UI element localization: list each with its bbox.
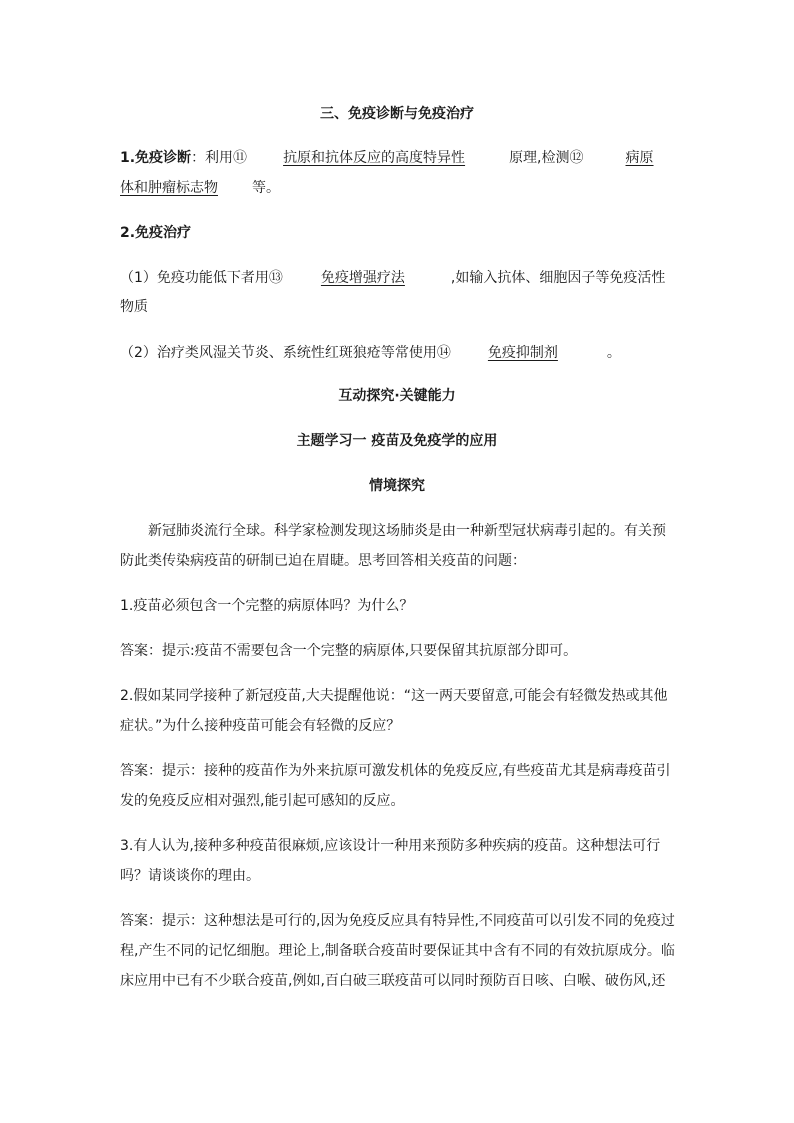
answer-2-line2: 发的免疫反应相对强烈,能引起可感知的反应。 — [120, 793, 405, 809]
item1-line2 — [120, 178, 280, 198]
question-1: 1.疫苗必须包含一个完整的病原体吗？为什么？ — [120, 598, 414, 614]
question-3-line1: 3.有人认为,接种多种疫苗很麻烦,应该设计一种用来预防多种疾病的疫苗。这种想法可行 — [120, 838, 661, 854]
item2-p1-line1 — [120, 268, 665, 288]
question-3-line2: 吗？请谈谈你的理由。 — [120, 868, 260, 884]
answer-1: 答案：提示:疫苗不需要包含一个完整的病原体,只要保留其抗原部分即可。 — [120, 643, 578, 659]
item2-p2-a: （2）治疗类风湿关节炎、系统性红斑狼疮等常使用⑭ — [120, 345, 451, 361]
interactive-heading: 互动探究·关键能力 — [338, 388, 456, 404]
intro-line2: 防此类传染病疫苗的研制已迫在眉睫。思考回答相关疫苗的问题： — [120, 553, 526, 569]
intro-line1: 新冠肺炎流行全球。科学家检测发现这场肺炎是由一种新型冠状病毒引起的。有关预 — [148, 523, 666, 539]
item1-text-b: 原理,检测⑫ — [509, 150, 584, 166]
answer-3-line1: 答案：提示：这种想法是可行的,因为免疫反应具有特异性,不同疫苗可以引发不同的免疫过 — [120, 913, 675, 929]
question-2-line1: 2.假如某同学接种了新冠疫苗,大夫提醒他说：“这一两天要留意,可能会有轻微发热或其他 — [120, 688, 668, 704]
item2-p2 — [120, 343, 621, 363]
blank-13: 免疫增强疗法 — [320, 270, 405, 286]
blank-12-start: 病原 — [625, 150, 654, 166]
item1-line1 — [120, 148, 680, 168]
item1-label: 1.免疫诊断 — [120, 150, 192, 166]
item1-text-a: ：利用⑪ — [191, 150, 248, 166]
scenario-heading: 情境探究 — [369, 478, 425, 494]
blank-11: 抗原和抗体反应的高度特异性 — [283, 150, 466, 166]
answer-3-line3: 床应用中已有不少联合疫苗,例如,百白破三联疫苗可以同时预防百日咳、白喉、破伤风,还 — [120, 973, 666, 989]
item2-p1-a: （1）免疫功能低下者用⑬ — [120, 270, 283, 286]
blank-12-end: 体和肿瘤标志物 — [120, 180, 218, 196]
item2-label: 2.免疫治疗 — [120, 225, 192, 241]
topic-heading: 主题学习一 疫苗及免疫学的应用 — [296, 433, 498, 449]
answer-2-line1: 答案：提示：接种的疫苗作为外来抗原可激发机体的免疫反应,有些疫苗尤其是病毒疫苗引 — [120, 763, 671, 779]
item2-p1-line2: 物质 — [120, 299, 148, 315]
blank-14: 免疫抑制剂 — [487, 345, 558, 361]
question-2-line2: 症状。”为什么接种疫苗可能会有轻微的反应？ — [120, 718, 401, 734]
answer-3-line2: 程,产生不同的记忆细胞。理论上,制备联合疫苗时要保证其中含有不同的有效抗原成分。临 — [120, 943, 675, 959]
item1-text-c: 等。 — [252, 180, 280, 196]
item2-p2-b: 。 — [606, 345, 621, 361]
section-heading: 三、免疫诊断与免疫治疗 — [320, 106, 474, 122]
item2-p1-b: ,如输入抗体、细胞因子等免疫活性 — [450, 270, 666, 286]
